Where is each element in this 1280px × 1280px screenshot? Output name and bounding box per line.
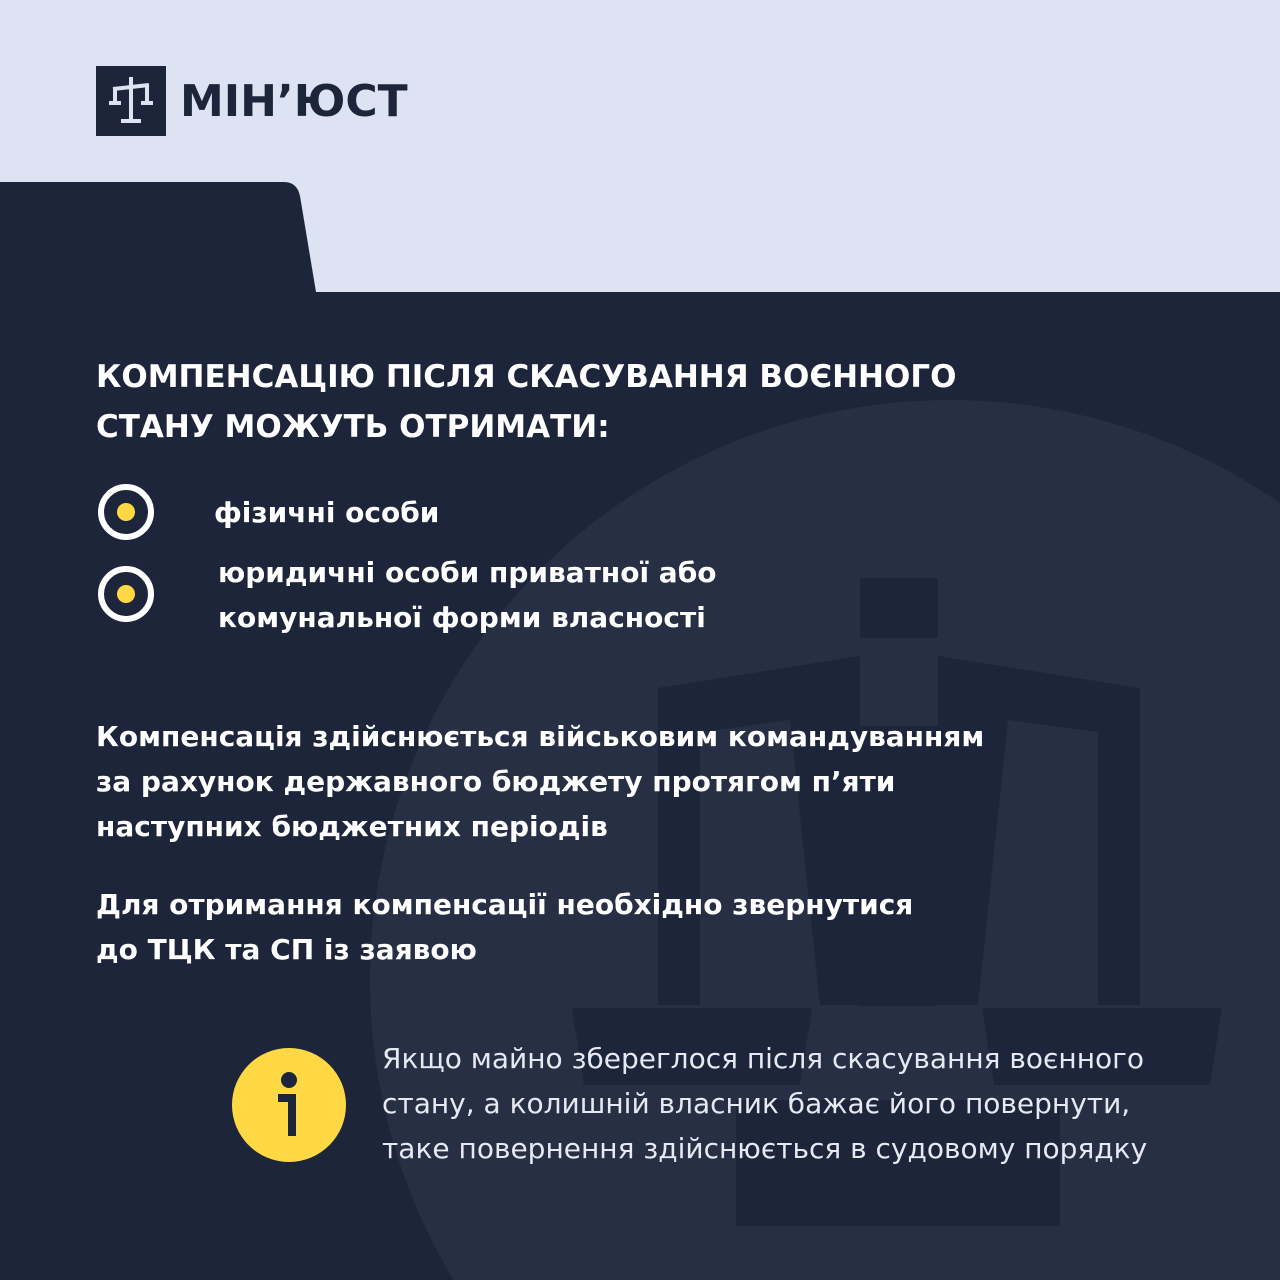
ministry-logo (96, 66, 408, 136)
compensation-paragraph (96, 714, 1056, 849)
info-note (382, 1036, 1242, 1171)
heading-line: СТАНУ МОЖУТЬ ОТРИМАТИ: (96, 409, 610, 445)
bullet-item (214, 490, 439, 535)
info-icon (232, 1048, 346, 1162)
bullet-icon (98, 566, 154, 622)
section-heading (96, 352, 1096, 452)
bullet-icon (98, 484, 154, 540)
paragraph-line: Для отримання компенсації необхідно звернутися (96, 888, 914, 921)
heading-line: КОМПЕНСАЦІЮ ПІСЛЯ СКАСУВАННЯ ВОЄННОГО (96, 359, 957, 395)
paragraph-line: наступних бюджетних періодів (96, 810, 608, 843)
paragraph-line: до ТЦК та СП із заявою (96, 933, 477, 966)
paragraph-line: Компенсація здійснюється військовим командуванням (96, 720, 985, 753)
application-paragraph (96, 882, 1056, 972)
info-line: Якщо майно збереглося після скасування воєнного (382, 1042, 1145, 1075)
bullet-line: фізичні особи (214, 496, 440, 529)
bullet-item (218, 550, 716, 640)
paragraph-line: за рахунок державного бюджету протягом п’яти (96, 765, 896, 798)
bullet-line: комунальної форми власності (218, 601, 706, 634)
info-line: таке повернення здійснюється в судовому порядку (382, 1132, 1148, 1165)
scales-of-justice-icon (96, 66, 166, 136)
logo-wordmark: МІН’ЮСТ (180, 75, 408, 127)
info-line: стану, а колишній власник бажає його повернути, (382, 1087, 1131, 1120)
bullet-line: юридичні особи приватної або (218, 556, 717, 589)
